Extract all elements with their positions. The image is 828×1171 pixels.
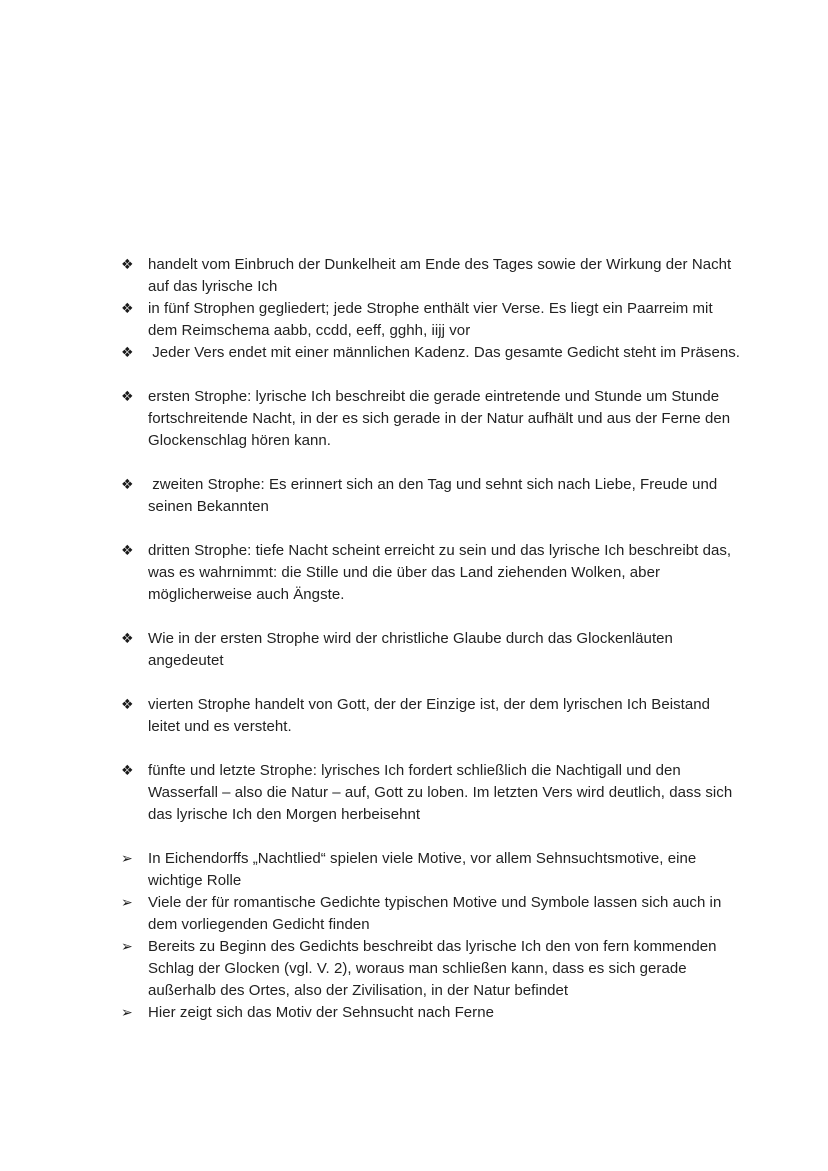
list-item-text: Jeder Vers endet mit einer männlichen Kadenz. Das gesamte Gedicht steht im Präsens. — [148, 344, 740, 361]
arrow-bullet-icon: ➢ — [121, 895, 133, 911]
bullet-group — [120, 540, 740, 606]
list-item-text: Bereits zu Beginn des Gedichts beschreibt das lyrische Ich den von fern kommenden Schlag der Glocken (vgl. V. 2), woraus man schließen kann, dass es sich gerade außerhalb des Ortes, also der Zivilisation, in der Natur befindet — [148, 938, 721, 999]
bullet-group — [120, 254, 740, 364]
list-item-text: Wie in der ersten Strophe wird der christliche Glaube durch das Glockenläuten angedeutet — [148, 630, 678, 669]
bullet-group — [120, 760, 740, 826]
diamond-bullet-icon: ❖ — [121, 543, 134, 559]
list-item — [120, 474, 740, 518]
arrow-bullet-icon: ➢ — [121, 1005, 133, 1021]
diamond-bullet-icon: ❖ — [121, 697, 134, 713]
bullet-marker — [120, 760, 140, 782]
diamond-bullet-icon: ❖ — [121, 763, 134, 779]
list-item — [120, 628, 740, 672]
bullet-group — [120, 628, 740, 672]
document-body — [120, 254, 740, 1024]
list-item — [120, 254, 740, 298]
bullet-marker — [120, 254, 140, 276]
list-item-text: vierten Strophe handelt von Gott, der der Einzige ist, der dem lyrischen Ich Beistand leitet und es versteht. — [148, 696, 715, 735]
list-item — [120, 848, 740, 892]
list-item — [120, 298, 740, 342]
bullet-group — [120, 694, 740, 738]
diamond-bullet-icon: ❖ — [121, 345, 134, 361]
bullet-group — [120, 848, 740, 1024]
arrow-bullet-icon: ➢ — [121, 851, 133, 867]
list-item — [120, 386, 740, 452]
bullet-marker — [120, 848, 140, 870]
diamond-bullet-icon: ❖ — [121, 477, 134, 493]
list-item — [120, 1002, 740, 1024]
list-item-text: handelt vom Einbruch der Dunkelheit am Ende des Tages sowie der Wirkung der Nacht auf das lyrische Ich — [148, 256, 736, 295]
bullet-marker — [120, 342, 140, 364]
diamond-bullet-icon: ❖ — [121, 301, 134, 317]
list-item-text: fünfte und letzte Strophe: lyrisches Ich fordert schließlich die Nachtigall und den Wasserfall – also die Natur – auf, Gott zu loben. Im letzten Vers wird deutlich, dass sich das lyrische Ich den Morgen herbeisehnt — [148, 762, 737, 823]
bullet-marker — [120, 936, 140, 958]
list-item — [120, 760, 740, 826]
bullet-group — [120, 386, 740, 452]
bullet-marker — [120, 628, 140, 650]
list-item-text: dritten Strophe: tiefe Nacht scheint erreicht zu sein und das lyrische Ich beschreibt das, was es wahrnimmt: die Stille und die über das Land ziehenden Wolken, aber möglicherweise auch Ängste. — [148, 542, 736, 603]
bullet-marker — [120, 298, 140, 320]
bullet-marker — [120, 1002, 140, 1024]
bullet-marker — [120, 540, 140, 562]
list-item-text: in fünf Strophen gegliedert; jede Strophe enthält vier Verse. Es liegt ein Paarreim mit dem Reimschema aabb, ccdd, eeff, gghh, iijj vor — [148, 300, 717, 339]
list-item — [120, 694, 740, 738]
list-item-text: In Eichendorffs „Nachtlied“ spielen viele Motive, vor allem Sehnsuchtsmotive, eine wichtige Rolle — [148, 850, 701, 889]
list-item-text: zweiten Strophe: Es erinnert sich an den Tag und sehnt sich nach Liebe, Freude und seinen Bekannten — [148, 476, 722, 515]
list-item — [120, 342, 740, 364]
diamond-bullet-icon: ❖ — [121, 257, 134, 273]
diamond-bullet-icon: ❖ — [121, 631, 134, 647]
list-item-text: ersten Strophe: lyrische Ich beschreibt die gerade eintretende und Stunde um Stunde fortschreitende Nacht, in der es sich gerade in der Natur aufhält und aus der Ferne den Glockenschlag hören kann. — [148, 388, 735, 449]
list-item — [120, 540, 740, 606]
list-item-text: Viele der für romantische Gedichte typischen Motive und Symbole lassen sich auch in dem vorliegenden Gedicht finden — [148, 894, 726, 933]
bullet-group — [120, 474, 740, 518]
bullet-marker — [120, 694, 140, 716]
arrow-bullet-icon: ➢ — [121, 939, 133, 955]
bullet-marker — [120, 474, 140, 496]
diamond-bullet-icon: ❖ — [121, 389, 134, 405]
bullet-marker — [120, 892, 140, 914]
bullet-marker — [120, 386, 140, 408]
list-item-text: Hier zeigt sich das Motiv der Sehnsucht nach Ferne — [148, 1004, 494, 1021]
list-item — [120, 936, 740, 1002]
list-item — [120, 892, 740, 936]
